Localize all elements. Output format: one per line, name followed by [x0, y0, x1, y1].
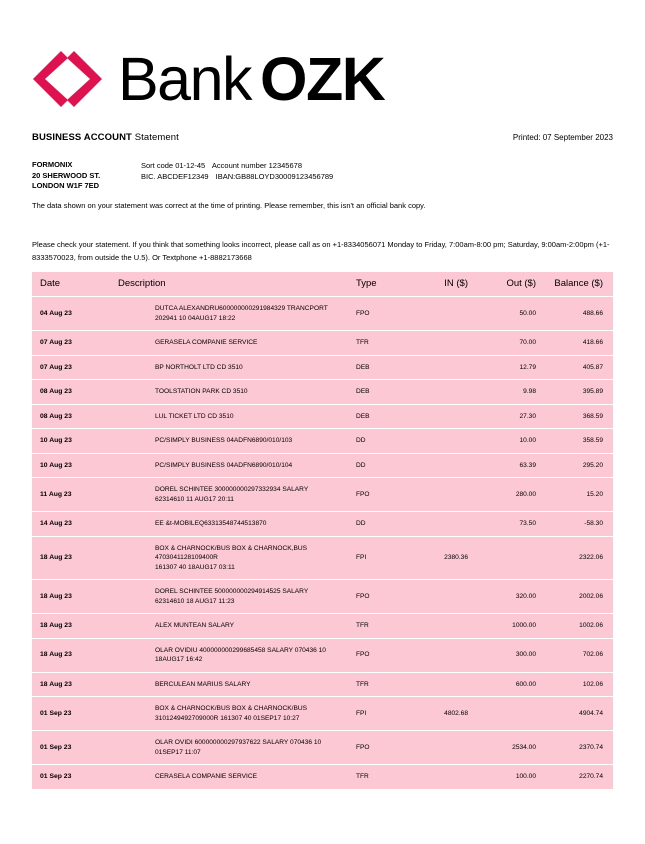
cell-description	[110, 512, 346, 537]
cell-type: TFR	[346, 672, 408, 697]
cell-date: 01 Sep 23	[32, 765, 110, 789]
table-row	[32, 731, 613, 765]
column-header-date: Date	[32, 272, 110, 297]
cell-out-amount: 73.50	[478, 512, 546, 537]
sort-code-value: 01-12-45	[175, 161, 206, 170]
table-row	[32, 536, 613, 580]
sort-code-line	[141, 160, 333, 171]
cell-description	[110, 453, 346, 478]
table-row	[32, 512, 613, 537]
column-header-description: Description	[110, 272, 346, 297]
cell-out-amount: 12.79	[478, 355, 546, 380]
description-line1: BERCULEAN MARIUS SALARY	[155, 680, 251, 688]
description-line1: PC/SIMPLY BUSINESS 04ADFN6890/010/104	[155, 461, 293, 469]
cell-date: 08 Aug 23	[32, 404, 110, 429]
cell-date: 18 Aug 23	[32, 638, 110, 672]
cell-balance: -58.30	[546, 512, 613, 537]
statement-type: BUSINESS ACCOUNT	[32, 132, 132, 143]
account-number-label: Account number	[211, 161, 267, 170]
cell-in-amount	[408, 355, 478, 380]
table-row	[32, 765, 613, 789]
description-line1: DOREL SCHINTEE 300000000297332934 SALARY	[155, 486, 309, 493]
description-line1: DOREL SCHINTEE 500000000294914525 SALARY	[155, 588, 309, 595]
printing-notice: The data shown on your statement was correct at the time of printing. Please remember, this isn't an official bank copy.	[32, 201, 426, 210]
description-line1: DUTCA ALEXANDRU600000000291984329 TRANCPORT	[155, 305, 328, 312]
customer-address-line1: 20 SHERWOOD ST.	[32, 170, 101, 180]
cell-date: 11 Aug 23	[32, 478, 110, 512]
cell-in-amount	[408, 380, 478, 405]
cell-description	[110, 536, 346, 580]
cell-in-amount	[408, 404, 478, 429]
cell-balance: 15.20	[546, 478, 613, 512]
cell-type: TFR	[346, 614, 408, 639]
cell-out-amount	[478, 536, 546, 580]
cell-balance: 395.89	[546, 380, 613, 405]
cell-description	[110, 429, 346, 454]
account-details	[141, 160, 333, 182]
cell-date: 01 Sep 23	[32, 731, 110, 765]
description-line1: OLAR OVIDI 600000000297937622 SALARY 070436 10	[155, 739, 322, 746]
cell-type: FPO	[346, 478, 408, 512]
iban-label: IBAN:	[215, 172, 236, 181]
brand-name-bold: OZK	[260, 45, 385, 113]
cell-type: TFR	[346, 765, 408, 789]
column-header-out: Out ($)	[478, 272, 546, 297]
description-line2: 3101249492709000R 161307 40 01SEP17 10:27	[155, 714, 300, 722]
cell-balance: 368.59	[546, 404, 613, 429]
cell-description	[110, 731, 346, 765]
description-line1: EE &t-MOBILEQ63313548744513870	[155, 520, 267, 527]
description-line2: 161307 40 18AUG17 03:11	[155, 563, 235, 571]
customer-name: FORMONIX	[32, 160, 73, 169]
cell-out-amount: 100.00	[478, 765, 546, 789]
contact-notice: Please check your statement. If you think that something looks incorrect, please call as on +1-8334056071 Monday to Friday, 7:00am-8:00 pm; Saturday, 9:00am-2:00pm (+1-8333570023, from outside the U.5). Or Textphone +1-8882173668	[32, 240, 610, 262]
cell-balance: 488.66	[546, 297, 613, 331]
cell-date: 07 Aug 23	[32, 331, 110, 356]
cell-description	[110, 672, 346, 697]
cell-out-amount	[478, 697, 546, 731]
cell-balance: 295.20	[546, 453, 613, 478]
description-line1: GERASELA COMPANIE SERVICE	[155, 339, 258, 346]
table-row	[32, 672, 613, 697]
description-line2: 62314610 18 AUG17 11:23	[155, 597, 235, 605]
cell-in-amount	[408, 331, 478, 356]
table-row	[32, 331, 613, 356]
cell-type: FPI	[346, 697, 408, 731]
description-line1: ALEX MUNTEAN SALARY	[155, 622, 235, 629]
cell-balance: 1002.06	[546, 614, 613, 639]
cell-out-amount: 9.98	[478, 380, 546, 405]
table-row	[32, 580, 613, 614]
cell-in-amount	[408, 478, 478, 512]
cell-type: DEB	[346, 404, 408, 429]
cell-in-amount	[408, 297, 478, 331]
cell-out-amount: 300.00	[478, 638, 546, 672]
table-header-row	[32, 272, 613, 297]
table-row	[32, 697, 613, 731]
cell-type: FPI	[346, 536, 408, 580]
cell-date: 04 Aug 23	[32, 297, 110, 331]
description-line1: PC/SIMPLY BUSINESS 04ADFN6890/010/103	[155, 437, 293, 444]
table-row	[32, 614, 613, 639]
description-line1: OLAR OVIDIU 400000000299685458 SALARY 070436 10	[155, 646, 326, 654]
cell-in-amount: 4802.68	[408, 697, 478, 731]
description-line1: CERASELA COMPANIE SERVICE	[155, 773, 257, 780]
cell-date: 07 Aug 23	[32, 355, 110, 380]
column-header-balance: Balance ($)	[546, 272, 613, 297]
cell-out-amount: 1000.00	[478, 614, 546, 639]
iban-value: GB88LOYD30009123456789	[235, 172, 334, 181]
description-line1: BOX & CHARNOCK/BUS BOX & CHARNOCK,BUS 4703041128109400R	[155, 544, 308, 561]
cell-balance: 405.87	[546, 355, 613, 380]
sort-code-label: Sort code	[141, 161, 174, 170]
transactions-table	[32, 272, 613, 789]
cell-type: FPO	[346, 580, 408, 614]
bic-value: ABCDEF12349	[157, 172, 209, 181]
cell-date: 18 Aug 23	[32, 536, 110, 580]
table-row	[32, 404, 613, 429]
description-line1: BP NORTHOLT LTD CD 3510	[155, 363, 243, 371]
cell-in-amount	[408, 453, 478, 478]
cell-out-amount: 27.30	[478, 404, 546, 429]
cell-balance: 2370.74	[546, 731, 613, 765]
cell-in-amount	[408, 614, 478, 639]
description-line1: TOOLSTATION PARK CD 3510	[155, 388, 248, 395]
customer-address	[32, 160, 100, 192]
cell-type: DD	[346, 453, 408, 478]
cell-date: 10 Aug 23	[32, 429, 110, 454]
cell-description	[110, 638, 346, 672]
cell-type: DEB	[346, 380, 408, 405]
cell-balance: 2322.06	[546, 536, 613, 580]
customer-address-line2: LONDON W1F 7ED	[32, 181, 100, 190]
table-body	[32, 297, 613, 789]
brand-wordmark	[118, 45, 385, 113]
cell-in-amount	[408, 429, 478, 454]
cell-in-amount	[408, 672, 478, 697]
cell-description	[110, 580, 346, 614]
table-row	[32, 478, 613, 512]
cell-in-amount	[408, 765, 478, 789]
bic-label: BIC.	[141, 172, 156, 181]
cell-out-amount: 10.00	[478, 429, 546, 454]
table-row	[32, 638, 613, 672]
description-line2: 01SEP17 11:07	[155, 748, 201, 756]
cell-date: 01 Sep 23	[32, 697, 110, 731]
cell-balance: 102.06	[546, 672, 613, 697]
cell-in-amount: 2380.36	[408, 536, 478, 580]
cell-date: 14 Aug 23	[32, 512, 110, 537]
cell-out-amount: 70.00	[478, 331, 546, 356]
cell-description	[110, 478, 346, 512]
cell-description	[110, 765, 346, 789]
cell-description	[110, 697, 346, 731]
table-row	[32, 297, 613, 331]
cell-balance: 702.06	[546, 638, 613, 672]
cell-in-amount	[408, 512, 478, 537]
cell-balance: 418.66	[546, 331, 613, 356]
cell-type: DD	[346, 429, 408, 454]
cell-out-amount: 63.39	[478, 453, 546, 478]
brand-name-light: Bank	[118, 45, 252, 113]
cell-description	[110, 355, 346, 380]
cell-out-amount: 50.00	[478, 297, 546, 331]
cell-balance: 2270.74	[546, 765, 613, 789]
cell-type: FPO	[346, 297, 408, 331]
cell-out-amount: 320.00	[478, 580, 546, 614]
cell-type: DEB	[346, 355, 408, 380]
printed-date: Printed: 07 September 2023	[512, 133, 613, 142]
column-header-type: Type	[346, 272, 408, 297]
cell-date: 18 Aug 23	[32, 580, 110, 614]
table-row	[32, 355, 613, 380]
description-line2: 202941 10 04AUG17 18:22	[155, 314, 236, 322]
cell-out-amount: 600.00	[478, 672, 546, 697]
cell-description	[110, 404, 346, 429]
cell-out-amount: 280.00	[478, 478, 546, 512]
cell-in-amount	[408, 638, 478, 672]
cell-in-amount	[408, 580, 478, 614]
account-number-value: 12345678	[268, 161, 302, 170]
statement-title	[32, 132, 179, 143]
cell-description	[110, 614, 346, 639]
cell-balance: 4904.74	[546, 697, 613, 731]
column-header-in: IN ($)	[408, 272, 478, 297]
cell-description	[110, 297, 346, 331]
description-line2: 18AUG17 16:42	[155, 656, 203, 663]
table-header	[32, 272, 613, 297]
cell-out-amount: 2534.00	[478, 731, 546, 765]
brand-logo	[32, 44, 384, 114]
cell-date: 18 Aug 23	[32, 672, 110, 697]
table-row	[32, 453, 613, 478]
table-row	[32, 429, 613, 454]
cell-type: TFR	[346, 331, 408, 356]
cell-type: FPO	[346, 638, 408, 672]
description-line1: BOX & CHARNOCK/BUS BOX & CHARNOCK/BUS	[155, 705, 308, 712]
cell-balance: 2002.06	[546, 580, 613, 614]
cell-balance: 358.59	[546, 429, 613, 454]
chevron-pair-diamond-logo-icon	[32, 48, 106, 110]
cell-type: DD	[346, 512, 408, 537]
description-line2: 62314610 11 AUG17 20:11	[155, 495, 234, 503]
cell-type: FPO	[346, 731, 408, 765]
cell-description	[110, 380, 346, 405]
cell-date: 18 Aug 23	[32, 614, 110, 639]
cell-in-amount	[408, 731, 478, 765]
statement-word: Statement	[134, 132, 179, 143]
bic-iban-line	[141, 171, 333, 182]
cell-description	[110, 331, 346, 356]
cell-date: 08 Aug 23	[32, 380, 110, 405]
description-line1: LUL TICKET LTD CD 3510	[155, 412, 234, 420]
table-row	[32, 380, 613, 405]
cell-date: 10 Aug 23	[32, 453, 110, 478]
